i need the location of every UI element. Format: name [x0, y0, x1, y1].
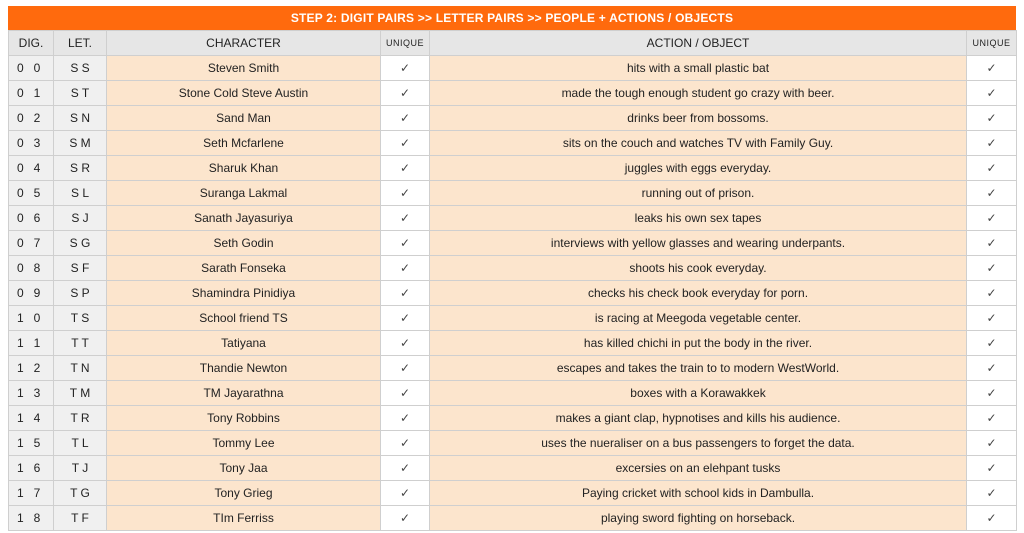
- character-unique-check: ✓: [381, 256, 430, 281]
- digit-pair-cell: 1 8: [9, 506, 54, 531]
- character-unique-check: ✓: [381, 281, 430, 306]
- table-row: [9, 506, 1017, 531]
- action-unique-check: ✓: [967, 81, 1017, 106]
- table-row: [9, 181, 1017, 206]
- letter-pair-cell: S L: [54, 181, 107, 206]
- character-unique-check: ✓: [381, 331, 430, 356]
- digit-pair-cell: 0 5: [9, 181, 54, 206]
- letter-pair-cell: T R: [54, 406, 107, 431]
- action-object-cell: has killed chichi in put the body in the river.: [430, 331, 967, 356]
- character-unique-check: ✓: [381, 506, 430, 531]
- table-row: [9, 256, 1017, 281]
- character-unique-check: ✓: [381, 81, 430, 106]
- action-unique-check: ✓: [967, 356, 1017, 381]
- letter-pair-cell: T N: [54, 356, 107, 381]
- character-cell: Tommy Lee: [107, 431, 381, 456]
- action-object-cell: is racing at Meegoda vegetable center.: [430, 306, 967, 331]
- action-unique-check: ✓: [967, 131, 1017, 156]
- action-unique-check: ✓: [967, 481, 1017, 506]
- letter-pair-cell: T G: [54, 481, 107, 506]
- table-body: [9, 56, 1017, 531]
- digit-pair-cell: 0 2: [9, 106, 54, 131]
- step-banner: STEP 2: DIGIT PAIRS >> LETTER PAIRS >> PEOPLE + ACTIONS / OBJECTS: [8, 6, 1016, 30]
- table-row: [9, 381, 1017, 406]
- character-unique-check: ✓: [381, 206, 430, 231]
- character-unique-check: ✓: [381, 456, 430, 481]
- action-object-cell: made the tough enough student go crazy with beer.: [430, 81, 967, 106]
- action-unique-check: ✓: [967, 456, 1017, 481]
- character-unique-check: ✓: [381, 106, 430, 131]
- action-unique-check: ✓: [967, 206, 1017, 231]
- action-object-cell: sits on the couch and watches TV with Family Guy.: [430, 131, 967, 156]
- character-cell: Thandie Newton: [107, 356, 381, 381]
- character-unique-check: ✓: [381, 156, 430, 181]
- action-unique-check: ✓: [967, 231, 1017, 256]
- character-unique-check: ✓: [381, 431, 430, 456]
- letter-pair-cell: T T: [54, 331, 107, 356]
- digit-pair-cell: 0 8: [9, 256, 54, 281]
- character-cell: Suranga Lakmal: [107, 181, 381, 206]
- letter-pair-cell: S J: [54, 206, 107, 231]
- character-cell: TIm Ferriss: [107, 506, 381, 531]
- character-cell: Tatiyana: [107, 331, 381, 356]
- character-unique-check: ✓: [381, 406, 430, 431]
- letter-pair-cell: T M: [54, 381, 107, 406]
- table-row: [9, 281, 1017, 306]
- table-row: [9, 406, 1017, 431]
- letter-pair-cell: S G: [54, 231, 107, 256]
- letter-pair-cell: T L: [54, 431, 107, 456]
- character-unique-check: ✓: [381, 131, 430, 156]
- action-object-cell: hits with a small plastic bat: [430, 56, 967, 81]
- letter-pair-cell: S N: [54, 106, 107, 131]
- digit-pair-cell: 0 9: [9, 281, 54, 306]
- digit-pair-cell: 1 2: [9, 356, 54, 381]
- action-unique-check: ✓: [967, 506, 1017, 531]
- table-row: [9, 431, 1017, 456]
- action-unique-check: ✓: [967, 431, 1017, 456]
- digit-pair-cell: 0 4: [9, 156, 54, 181]
- header-character: CHARACTER: [107, 31, 381, 56]
- character-unique-check: ✓: [381, 56, 430, 81]
- digit-pair-cell: 1 7: [9, 481, 54, 506]
- action-object-cell: makes a giant clap, hypnotises and kills his audience.: [430, 406, 967, 431]
- character-cell: Seth Godin: [107, 231, 381, 256]
- table-row: [9, 481, 1017, 506]
- action-unique-check: ✓: [967, 381, 1017, 406]
- table-row: [9, 231, 1017, 256]
- table-row: [9, 106, 1017, 131]
- character-unique-check: ✓: [381, 181, 430, 206]
- action-object-cell: escapes and takes the train to to modern WestWorld.: [430, 356, 967, 381]
- action-object-cell: excersies on an elehpant tusks: [430, 456, 967, 481]
- digit-pair-cell: 1 1: [9, 331, 54, 356]
- mnemonic-table-container: [8, 6, 1016, 531]
- character-cell: TM Jayarathna: [107, 381, 381, 406]
- letter-pair-cell: T F: [54, 506, 107, 531]
- action-unique-check: ✓: [967, 281, 1017, 306]
- header-unique-character: UNIQUE: [381, 31, 430, 56]
- character-cell: Sand Man: [107, 106, 381, 131]
- table-row: [9, 356, 1017, 381]
- letter-pair-cell: S R: [54, 156, 107, 181]
- digit-pair-cell: 0 3: [9, 131, 54, 156]
- character-cell: School friend TS: [107, 306, 381, 331]
- letter-pair-cell: T S: [54, 306, 107, 331]
- letter-pair-cell: S S: [54, 56, 107, 81]
- table-row: [9, 131, 1017, 156]
- action-unique-check: ✓: [967, 306, 1017, 331]
- letter-pair-cell: S P: [54, 281, 107, 306]
- table-row: [9, 206, 1017, 231]
- action-unique-check: ✓: [967, 256, 1017, 281]
- action-unique-check: ✓: [967, 106, 1017, 131]
- action-object-cell: leaks his own sex tapes: [430, 206, 967, 231]
- character-cell: Seth Mcfarlene: [107, 131, 381, 156]
- character-unique-check: ✓: [381, 381, 430, 406]
- action-unique-check: ✓: [967, 56, 1017, 81]
- digit-pair-cell: 1 6: [9, 456, 54, 481]
- digit-pair-cell: 0 7: [9, 231, 54, 256]
- action-object-cell: running out of prison.: [430, 181, 967, 206]
- action-unique-check: ✓: [967, 406, 1017, 431]
- letter-pair-cell: S M: [54, 131, 107, 156]
- action-object-cell: interviews with yellow glasses and wearing underpants.: [430, 231, 967, 256]
- letter-pair-cell: T J: [54, 456, 107, 481]
- character-cell: Steven Smith: [107, 56, 381, 81]
- character-unique-check: ✓: [381, 306, 430, 331]
- character-unique-check: ✓: [381, 481, 430, 506]
- letter-pair-cell: S F: [54, 256, 107, 281]
- character-cell: Tony Jaa: [107, 456, 381, 481]
- table-row: [9, 306, 1017, 331]
- action-object-cell: uses the nueraliser on a bus passengers to forget the data.: [430, 431, 967, 456]
- action-object-cell: drinks beer from bossoms.: [430, 106, 967, 131]
- header-row: [9, 31, 1017, 56]
- character-cell: Sarath Fonseka: [107, 256, 381, 281]
- action-object-cell: juggles with eggs everyday.: [430, 156, 967, 181]
- action-unique-check: ✓: [967, 181, 1017, 206]
- character-cell: Tony Robbins: [107, 406, 381, 431]
- action-object-cell: boxes with a Korawakkek: [430, 381, 967, 406]
- table-row: [9, 331, 1017, 356]
- action-unique-check: ✓: [967, 331, 1017, 356]
- letter-pair-cell: S T: [54, 81, 107, 106]
- action-object-cell: Paying cricket with school kids in Dambulla.: [430, 481, 967, 506]
- header-let: LET.: [54, 31, 107, 56]
- table-row: [9, 56, 1017, 81]
- action-object-cell: playing sword fighting on horseback.: [430, 506, 967, 531]
- header-unique-action: UNIQUE: [967, 31, 1017, 56]
- digit-pair-cell: 0 1: [9, 81, 54, 106]
- table-row: [9, 456, 1017, 481]
- action-unique-check: ✓: [967, 156, 1017, 181]
- character-cell: Sanath Jayasuriya: [107, 206, 381, 231]
- character-cell: Shamindra Pinidiya: [107, 281, 381, 306]
- digit-pair-cell: 1 0: [9, 306, 54, 331]
- character-cell: Stone Cold Steve Austin: [107, 81, 381, 106]
- action-object-cell: shoots his cook everyday.: [430, 256, 967, 281]
- table-row: [9, 156, 1017, 181]
- character-unique-check: ✓: [381, 231, 430, 256]
- digit-pair-cell: 0 6: [9, 206, 54, 231]
- character-cell: Tony Grieg: [107, 481, 381, 506]
- digit-pair-cell: 0 0: [9, 56, 54, 81]
- digit-pair-cell: 1 4: [9, 406, 54, 431]
- header-action-object: ACTION / OBJECT: [430, 31, 967, 56]
- digit-pair-cell: 1 3: [9, 381, 54, 406]
- table-row: [9, 81, 1017, 106]
- action-object-cell: checks his check book everyday for porn.: [430, 281, 967, 306]
- character-cell: Sharuk Khan: [107, 156, 381, 181]
- header-dig: DIG.: [9, 31, 54, 56]
- pairs-table: [8, 30, 1017, 531]
- character-unique-check: ✓: [381, 356, 430, 381]
- digit-pair-cell: 1 5: [9, 431, 54, 456]
